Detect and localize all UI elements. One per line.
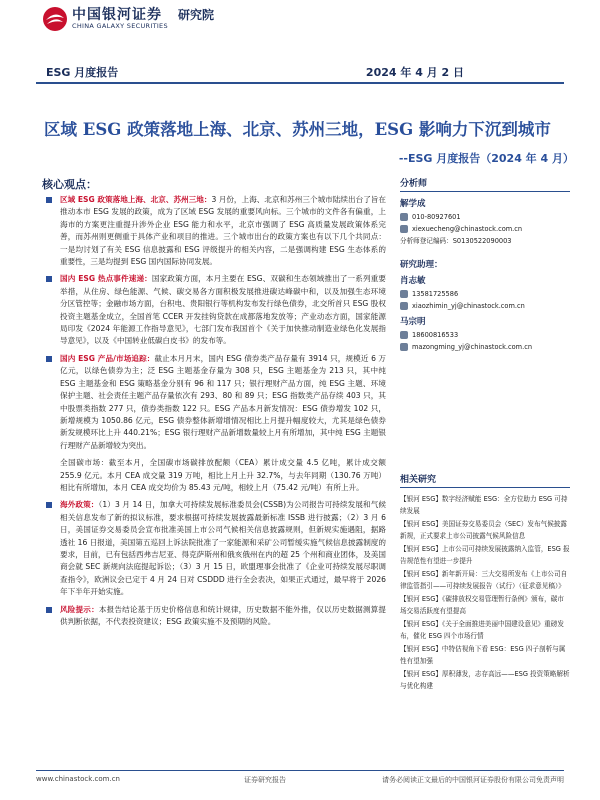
paragraph-lead: 国内 ESG 热点事件速递： bbox=[60, 274, 152, 284]
paragraph-body: 截止本月月末，国内 ESG 债券类产品存量有 3914 只，规模近 6 万亿元，以绿色债券为主；泛 ESG 主题基金存量为 308 只，ESG 主题基金为 213 只，其中纯 ESG 主题基金和 ESG 策略基金分别有 96 和 117 只；银行理财产品方面，纯 ESG 主题、环境保护主题、社会责任主题产品存量依次有 293、80 和 89 只；ESG 指数类产品存续 403 只，其中股票类指数 277 只，债券类指数 122 只。ESG 产品本月新发情况：ESG 债券增发 102 只，新增规模为 1050.86 亿元，ESG 债券整体新增增情况相比上月提升幅度较大，尤其是绿色债券新发规模环比上升 440.21%；ESG 银行理财产品新增数量较上月有所增加，其中纯 ESG 主题银行理财产品新增较为突出。 bbox=[60, 353, 386, 450]
related-item[interactable]: 【银河 ESG】厚积薄发，志存高远——ESG 投资策略解析与优化构建 bbox=[400, 670, 570, 690]
assistant-phone: 13581725586 bbox=[400, 289, 570, 299]
analyst-email[interactable]: xiexuecheng@chinastock.com.cn bbox=[400, 224, 570, 234]
report-subtitle: --ESG 月度报告（2024 年 4 月） bbox=[398, 152, 574, 165]
footer-site[interactable]: www.chinastock.com.cn bbox=[36, 775, 120, 783]
galaxy-logo-icon bbox=[42, 6, 68, 32]
analyst-name: 解学成 bbox=[400, 199, 426, 209]
phone-icon bbox=[400, 290, 408, 298]
paragraph-products-market bbox=[42, 353, 386, 452]
paragraph-body: 全国碳市场：截至本月，全国碳市场碳排放配额（CEA）累计成交量 4.5 亿吨，累计成交额 255.9 亿元。本月 CEA 成交量 319 万吨，相比上月上升 32.7%，与去年同期（130.76 万吨）相比有所增加，本月 CEA 成交均价为 85.43 元/吨，相较上月（75.42 元/吨）有所上升。 bbox=[60, 458, 386, 492]
analyst-phone: 010-80927601 bbox=[400, 212, 570, 222]
related-item[interactable]: 【银河 ESG】数字经济赋能 ESG：全方位助力 ESG 可持续发展 bbox=[400, 495, 568, 515]
email-icon bbox=[400, 225, 408, 233]
assistant-name: 马宗明 bbox=[400, 317, 426, 327]
bullet-square-icon bbox=[46, 197, 52, 203]
related-item[interactable]: 【银河 ESG】上市公司可持续发展披露纳入监管，ESG 报告规范性有望进一步提升 bbox=[400, 545, 570, 565]
assistant-name: 肖志敏 bbox=[400, 276, 426, 286]
footer-center: 证券研究报告 bbox=[244, 776, 286, 784]
related-item[interactable]: 【银河 ESG】美国证券交易委员会（SEC）发布气候披露新规，正式要求上市公司披露气候风险信息 bbox=[400, 520, 567, 540]
paragraph-overseas-policy bbox=[42, 499, 386, 598]
paragraph-regional-policy bbox=[42, 194, 386, 268]
related-item[interactable]: 【银河 ESG】《关于全面推进美丽中国建设意见》重磅发布，催化 ESG 四个市场行情 bbox=[400, 620, 564, 640]
logo-english: CHINA GALAXY SECURITIES bbox=[72, 22, 168, 30]
analyst-cert: 分析师登记编码：S0130522090003 bbox=[400, 237, 512, 245]
paragraph-lead: 风险提示： bbox=[60, 604, 99, 614]
report-title: 区域 ESG 政策落地上海、北京、苏州三地，ESG 影响力下沉到城市 bbox=[44, 120, 551, 139]
report-header bbox=[0, 0, 600, 38]
related-item[interactable]: 【银河 ESG】《碳排放权交易管理暂行条例》颁布，碳市场交易活跃度有望提高 bbox=[400, 595, 564, 615]
related-item[interactable]: 【银河 ESG】中特估视角下看 ESG：ESG 四子剖析与属性有望加强 bbox=[400, 645, 566, 665]
sidebar bbox=[400, 176, 570, 694]
paragraph-risk bbox=[42, 604, 386, 629]
main-content bbox=[42, 194, 386, 633]
paragraph-domestic-events bbox=[42, 273, 386, 347]
paragraph-carbon-market bbox=[42, 457, 386, 494]
paragraph-body: 国家政策方面，本月主要在 ESG、双碳和生态领域推出了一系列重要举措，从住房、绿色能源、气候、碳交易各方面积极发展推进碳达峰碳中和，以及加强生态环境分区管控等；金融市场方面，台积电、贵阳银行等机构发布发行绿色债券，北交所首只 ESG 股权投资主题基金成立，全国首笔 CCER 开发挂钩贷款在成都落地发放等；产业动态方面，国家能源局印发《2024 年能源工作指导意见》，七部门发布我国首个《关于加快推动制造业绿色化发展指导意见》，以及《中国转业低碳白皮书》的发布等。 bbox=[60, 274, 386, 346]
core-views-label: 核心观点： bbox=[42, 178, 97, 191]
related-list bbox=[400, 494, 570, 692]
report-date: 2024 年 4 月 2 日 bbox=[365, 66, 464, 79]
report-type: ESG 月度报告 bbox=[46, 66, 119, 79]
paragraph-lead: 区域 ESG 政策落地上海、北京、苏州三地： bbox=[60, 195, 212, 204]
bullet-square-icon bbox=[46, 502, 52, 508]
bullet-square-icon bbox=[46, 607, 52, 613]
assistant-phone: 18600816533 bbox=[400, 330, 570, 340]
email-icon bbox=[400, 343, 408, 351]
email-icon bbox=[400, 302, 408, 310]
paragraph-body: 本报告结论基于历史价格信息和统计规律，历史数据不能外推，仅以历史数据测算提供判断依据，不代表投资建议；ESG 政策实施不及预期的风险。 bbox=[60, 604, 387, 626]
page-footer bbox=[36, 770, 564, 790]
analyst-heading: 分析师 bbox=[400, 176, 570, 192]
phone-icon bbox=[400, 331, 408, 339]
institute-label: 研究院 bbox=[178, 8, 215, 22]
logo-chinese: 中国银河证券 bbox=[72, 7, 162, 23]
bullet-square-icon bbox=[46, 356, 52, 362]
related-heading: 相关研究 bbox=[400, 472, 570, 488]
assistant-email[interactable]: xiaozhimin_yj@chinastock.com.cn bbox=[400, 301, 570, 311]
report-topbar bbox=[36, 62, 564, 84]
paragraph-lead: 海外政策： bbox=[60, 500, 99, 510]
footer-disclaimer: 请务必阅读正文最后的中国银河证券股份有限公司免责声明 bbox=[382, 776, 564, 784]
paragraph-lead: 国内 ESG 产品/市场追踪： bbox=[60, 353, 155, 363]
paragraph-body: 3 月份，上海、北京和苏州三个城市陆续出台了旨在推动本市 ESG 发展的政策，成为了区域 ESG 发展的重要风向标。三个城市的文件各有偏重，上海市的方案更注重提升涉外企业 ESG 能力和水平，北京市强调了 ESG 高质量发展政策体系完善，而苏州则更侧重于具体产业和项目的推进。三个城市出台的政策方案也有以下几个共同点：一是均讨划了有关 ESG 信息披露和 ESG 评级提升的相关内容，二是强调构建 ESG 生态体系的重要性，三是均提到 ESG 国内国际协同发展。 bbox=[60, 195, 386, 267]
phone-icon bbox=[400, 213, 408, 221]
paragraph-body: （1）3 月 14 日，加拿大可持续发展标准委员会(CSSB)为公司报告可持续发展和气候相关信息发布了新的拟议标准，要求根据可持续发展披露最新标准 ISSB 进行披露；（2）3 月 6 日，美国证券交易委员会宣布批准美国上市公司气候相关信息披露规则，但新规实施遇阻，据路透社 16 日报道，美国第五巡回上诉法院批准了一家能源和采矿公司暂缓实施气候信息披露制度的要求，目前，已有包括西弗吉尼亚、得克萨斯州和俄亥俄州在内的超 25 个州和商业团体，及美国商会就 SEC 新规向法庭提起诉讼；（3）3 月 15 日，欧盟理事会批准了《企业可持续发展尽职调查指令》，欧洲议会已定于 4 月 24 日对 CSDDD 进行全会表决，如果正式通过，最早将于 2026 年下半年开始实施。 bbox=[60, 500, 387, 597]
assistant-heading: 研究助理： bbox=[400, 260, 443, 270]
related-item[interactable]: 【银河 ESG】新年新开局：三大交易所发布《上市公司自律监管指引——可持续发展报告（试行）（征求意见稿）》 bbox=[400, 570, 568, 590]
assistant-email[interactable]: mazongming_yj@chinastock.com.cn bbox=[400, 342, 570, 352]
bullet-square-icon bbox=[46, 276, 52, 282]
